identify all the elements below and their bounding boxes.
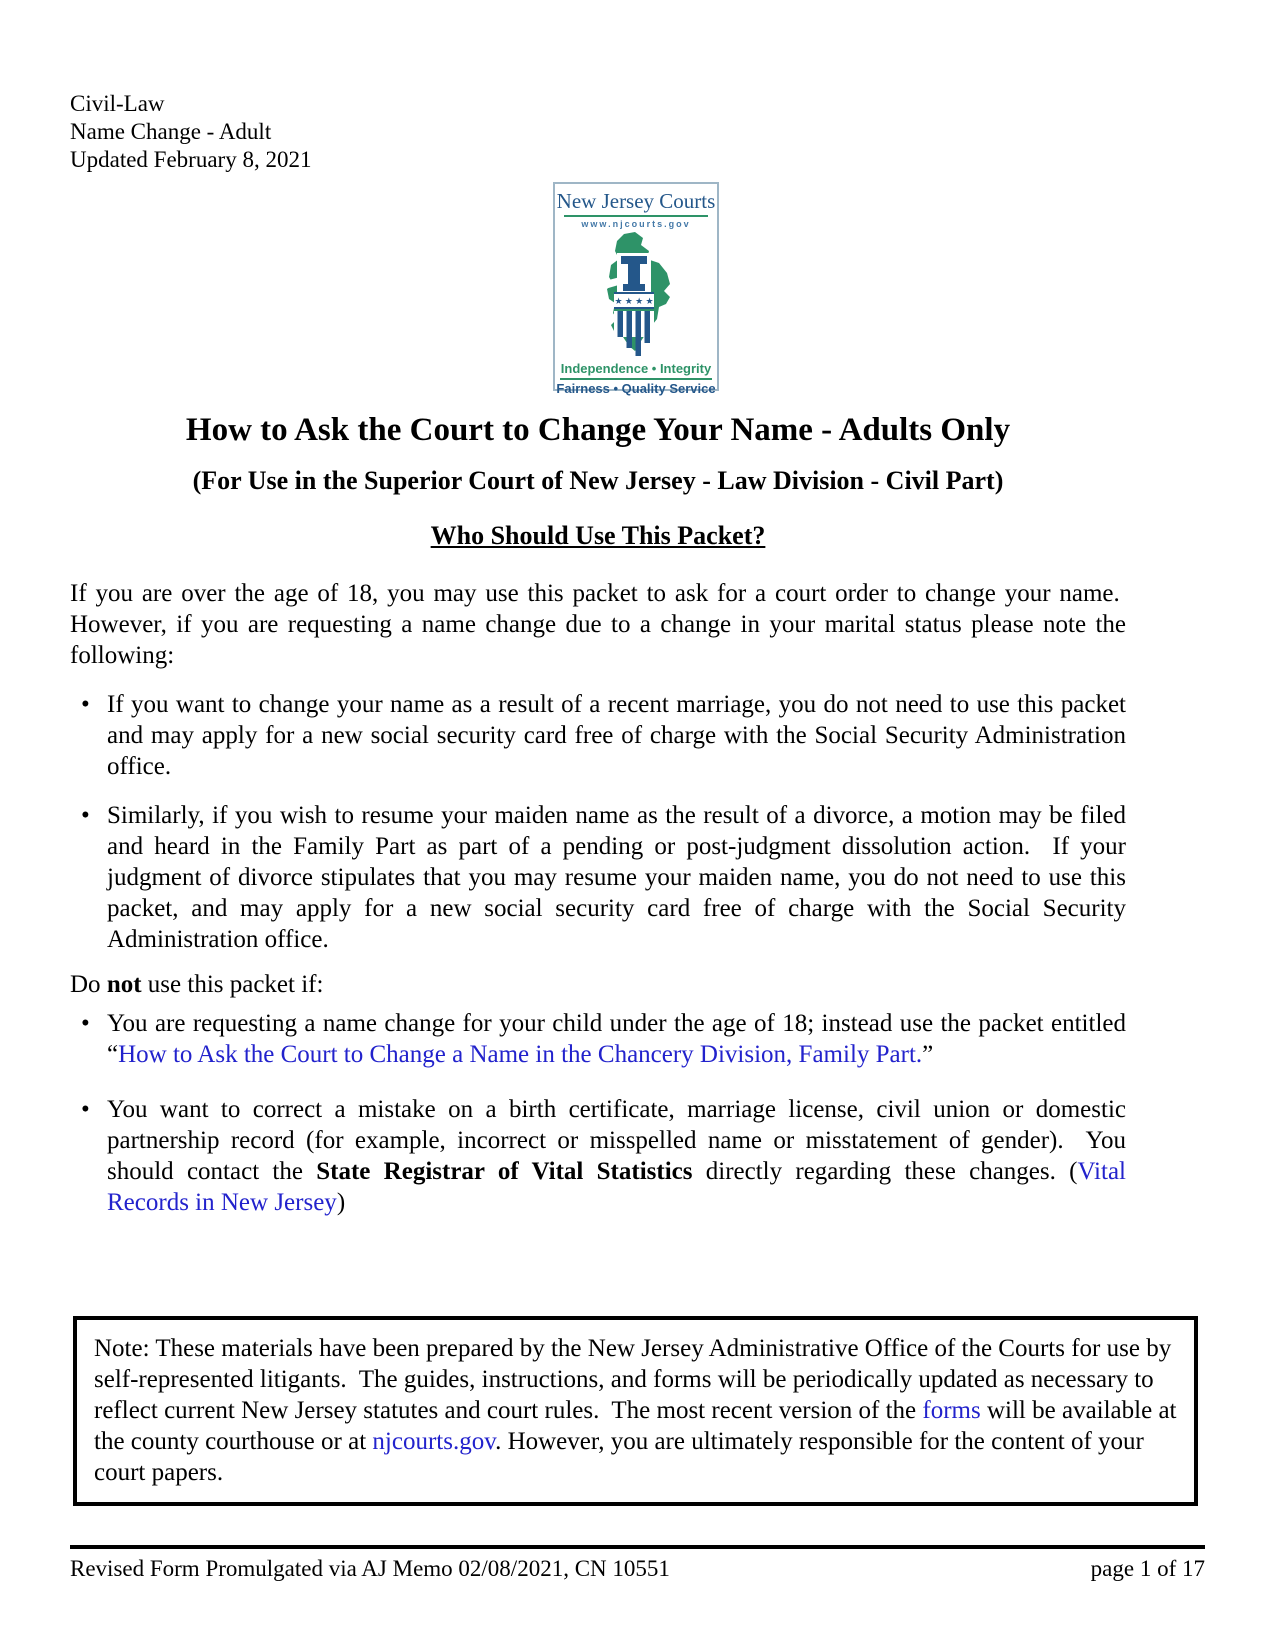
footer-page-number: page 1 of 17 — [1090, 1556, 1205, 1581]
document-meta — [70, 90, 311, 174]
note-box — [73, 1316, 1198, 1506]
page-footer — [70, 1545, 1205, 1582]
vital-bullet-mid: directly regarding these changes. ( — [692, 1158, 1078, 1185]
list-item-text — [107, 1008, 1126, 1070]
child-bullet-post: ” — [922, 1041, 934, 1068]
intro-paragraph: If you are over the age of 18, you may use this packet to ask for a court order to change your name. However, if you are requesting a name change due to a change in your marital status please note the following: — [70, 580, 1126, 669]
list-item-text: If you want to change your name as a result of a recent marriage, you do not need to use this packet and may apply for a new social security card free of charge with the Social Security Administration office. — [107, 691, 1126, 780]
vital-bullet-post: ) — [336, 1189, 346, 1216]
chancery-packet-link[interactable]: How to Ask the Court to Change a Name in the Chancery Division, Family Part. — [118, 1041, 923, 1068]
do-not-post: use this packet if: — [141, 971, 324, 998]
nj-courts-logo — [553, 182, 719, 396]
list-item-text: Similarly, if you wish to resume your maiden name as the result of a divorce, a motion may be filed and heard in the Family Part as part of a pending or post-judgment dissolution action. If your judgment of divorce stipulates that you may resume your maiden name, you do not need to use this packet, and may apply for a new social security card free of charge with the Social Security Administration office. — [107, 802, 1126, 953]
bullet-icon: • — [81, 802, 90, 829]
meta-line-category: Civil-Law — [70, 91, 165, 116]
forms-link[interactable]: forms — [922, 1397, 981, 1424]
main-content — [70, 412, 1126, 1218]
do-not-bold: not — [106, 971, 142, 998]
list-item-child-name-change — [70, 1008, 1126, 1070]
do-not-pre: Do — [70, 971, 107, 998]
list-item-vital-records — [70, 1094, 1126, 1218]
logo-title: New Jersey Courts — [556, 189, 716, 213]
bullet-icon: • — [81, 1010, 90, 1037]
child-bullet-pre: You are requesting a name change for your child under the age of 18; instead use the packet entitled “ — [107, 1010, 1126, 1068]
logo-url: www.njcourts.gov — [581, 219, 691, 229]
njcourts-gov-link[interactable]: njcourts.gov — [372, 1428, 496, 1455]
state-registrar-bold: State Registrar of Vital Statistics — [316, 1158, 693, 1185]
note-text-1: Note: These materials have been prepared by the New Jersey Administrative Office of the Courts for use by self-represented litigants. The guides, instructions, and forms will be periodically updated as necessary to reflect current New Jersey statutes and court rules. The most recent version of the — [94, 1335, 1172, 1424]
logo-divider — [564, 215, 708, 217]
section-heading-who-should-use: Who Should Use This Packet? — [430, 521, 766, 550]
list-item-text — [107, 1094, 1126, 1218]
list-item-marriage — [70, 689, 1126, 782]
vital-bullet-pre: You want to correct a mistake on a birth certificate, marriage license, civil union or domestic partnership record (for example, incorrect or misspelled name or misstatement of gender). You should contact the — [107, 1096, 1126, 1185]
meta-line-packet: Name Change - Adult — [70, 119, 272, 144]
star-row-icon: ★ ★ ★ ★ — [614, 296, 654, 306]
logo-motto-line1: Independence • Integrity — [560, 361, 712, 380]
list-item-divorce — [70, 800, 1126, 955]
logo-motto-line2: Fairness • Quality Service — [556, 381, 716, 396]
note-text-3: . However, you are ultimately responsible for the content of your court papers. — [94, 1428, 1144, 1486]
page-title: How to Ask the Court to Change Your Name - Adults Only — [185, 412, 1011, 448]
nj-state-column-icon — [571, 229, 701, 361]
bullet-icon: • — [81, 1096, 90, 1123]
vital-records-link[interactable]: Vital Records in New Jersey — [107, 1158, 1126, 1216]
do-not-use-lead-in — [70, 969, 1126, 1000]
meta-line-updated: Updated February 8, 2021 — [70, 147, 312, 172]
note-text-2: will be available at the county courthouse or at — [94, 1397, 1177, 1455]
bullet-icon: • — [81, 691, 90, 718]
footer-form-info: Revised Form Promulgated via AJ Memo 02/08/2021, CN 10551 — [70, 1556, 670, 1581]
page-subtitle: (For Use in the Superior Court of New Jersey - Law Division - Civil Part) — [192, 466, 1004, 495]
